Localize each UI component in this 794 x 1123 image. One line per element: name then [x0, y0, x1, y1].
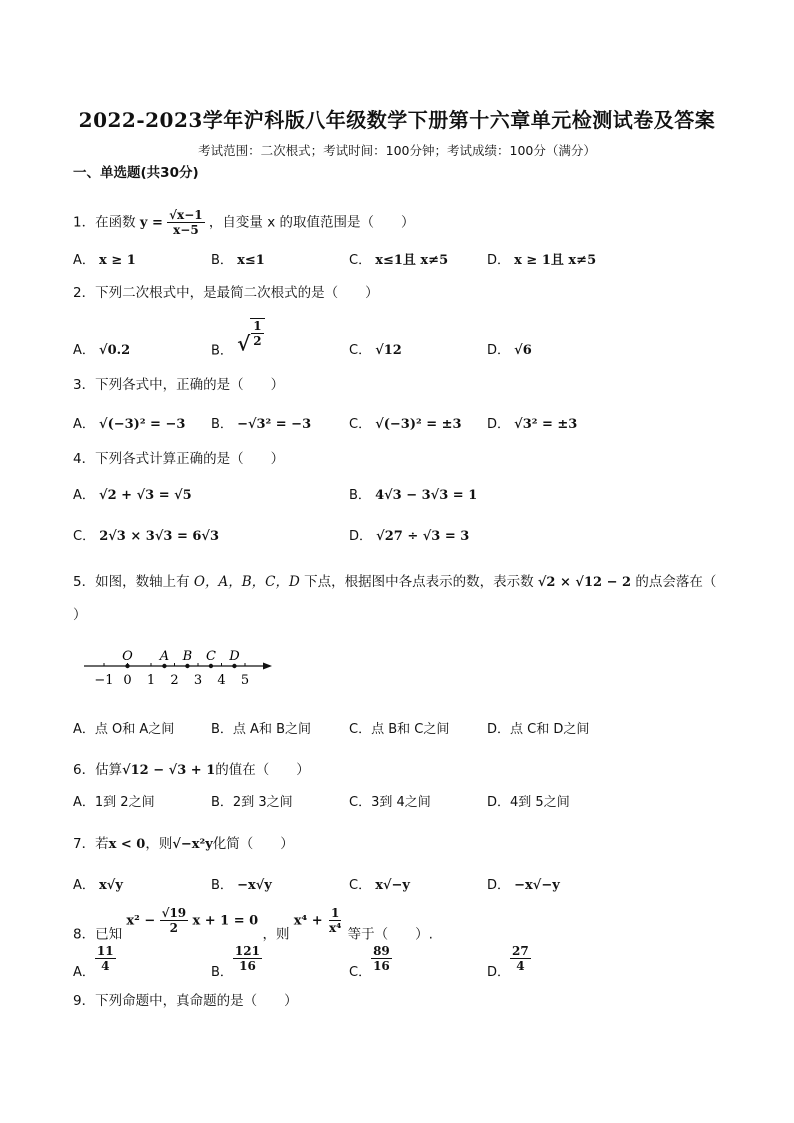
- number-line-figure: [80, 648, 280, 690]
- option-text: √(−3)² = ±3: [375, 417, 462, 432]
- option-text: 3到 4之间: [371, 795, 431, 810]
- q5-close-paren: ）: [73, 607, 87, 623]
- q8-equation-fraction: [160, 906, 189, 935]
- q7-stem-post: 化简（ ）: [212, 836, 294, 852]
- option-text: √12: [375, 343, 402, 358]
- fraction-num: 1: [253, 319, 262, 333]
- question-4: 4．下列各式计算正确的是（ ）: [73, 451, 285, 467]
- option-label: D．: [487, 722, 511, 737]
- fraction-den: 4: [101, 959, 110, 973]
- option-text: √6: [514, 343, 532, 358]
- option-text: −x√y: [237, 878, 272, 893]
- option-text: √3² = ±3: [514, 417, 578, 432]
- q5-stem-pre: 5．如图，数轴上有: [73, 574, 190, 590]
- option-label: D．: [487, 795, 511, 810]
- q5-stem-post: 的点会落在（: [635, 574, 717, 590]
- option-text: 点 O和 A之间: [94, 722, 175, 737]
- q1-formula-y: y =: [139, 215, 163, 231]
- q2-option-d: [487, 339, 532, 358]
- q1-formula-den: x−5: [173, 223, 199, 237]
- q8-expression-fraction: [327, 906, 343, 935]
- option-label: B．: [211, 795, 233, 810]
- option-label: D．: [487, 965, 511, 980]
- option-text: 2到 3之间: [232, 795, 293, 810]
- q8-stem-mid: ，则: [262, 926, 290, 943]
- page-title: 2022-2023学年沪科版八年级数学下册第十六章单元检测试卷及答案: [78, 108, 716, 132]
- q5-points: O，A，B，C，D: [193, 574, 300, 590]
- q7-stem-pre: 7．若: [73, 836, 109, 852]
- q1-stem-post: ，自变量 x 的取值范围是（ ）: [208, 214, 415, 231]
- option-fraction: [371, 944, 392, 973]
- number-line-tick-label: 5: [240, 673, 250, 688]
- fraction-num: √19: [161, 906, 187, 920]
- q2-option-b-fraction: [250, 318, 264, 348]
- q1-stem-pre: 1．在函数: [73, 214, 136, 231]
- option-text: x ≥ 1且 x≠5: [514, 253, 597, 268]
- q7-option-b: [211, 874, 272, 893]
- q5-option-c: [349, 718, 449, 737]
- option-label: B．: [211, 343, 233, 359]
- option-label: B．: [349, 488, 371, 503]
- q6-option-b: [211, 791, 293, 810]
- fraction-den: x⁴: [328, 921, 342, 935]
- option-label: A．: [73, 965, 95, 980]
- fraction-num: 1: [330, 906, 340, 920]
- exam-info: 考试范围：二次根式；考试时间：100分钟；考试成绩：100分（满分）: [198, 143, 596, 158]
- number-line-tick-label: 2: [170, 673, 179, 688]
- option-label: A．: [73, 722, 95, 737]
- option-label: D．: [349, 529, 373, 544]
- fraction-num: 27: [512, 944, 529, 958]
- fraction-den: 16: [373, 959, 390, 973]
- q8-equation-b: x + 1 = 0: [192, 913, 259, 929]
- option-text: 点 B和 C之间: [371, 722, 450, 737]
- option-text: x√−y: [375, 878, 410, 893]
- q8-equation-a: x² −: [126, 913, 156, 929]
- option-text: 1到 2之间: [94, 795, 155, 810]
- option-text: x≤1且 x≠5: [375, 253, 449, 268]
- q5-option-a: [73, 718, 174, 737]
- q6-stem-pre: 6．估算: [73, 762, 123, 778]
- q7-expression: √−x²y: [172, 837, 213, 852]
- option-label: D．: [487, 343, 511, 358]
- number-line-point-label: A: [159, 649, 170, 664]
- option-text: 2√3 × 3√3 = 6√3: [99, 529, 220, 544]
- q8-stem-pre: 8．已知: [73, 926, 123, 943]
- q1-option-b: [211, 249, 265, 268]
- option-label: A．: [73, 253, 95, 268]
- option-label: D．: [487, 417, 511, 432]
- q1-option-d: [487, 249, 596, 268]
- q8-expression-a: x⁴ +: [293, 913, 323, 929]
- option-label: B．: [211, 722, 233, 737]
- option-label: B．: [211, 878, 233, 893]
- q8-option-b: [211, 944, 262, 980]
- q6-option-a: [73, 791, 155, 810]
- fraction-den: 2: [253, 334, 262, 348]
- q6-option-d: [487, 791, 570, 810]
- q7-option-a: [73, 874, 123, 893]
- q2-option-a: [73, 339, 130, 358]
- q4-option-a: [73, 484, 192, 503]
- section-heading: 一、单选题(共30分): [73, 165, 199, 181]
- q4-option-d: [349, 525, 469, 544]
- option-label: D．: [487, 253, 511, 268]
- q4-option-b: [349, 484, 477, 503]
- option-label: A．: [73, 417, 95, 432]
- q1-formula-fraction: [167, 208, 204, 237]
- number-line-point: [162, 664, 166, 668]
- q2-option-b: [211, 318, 265, 359]
- option-text: 点 A和 B之间: [232, 722, 311, 737]
- number-line-point: [125, 664, 129, 668]
- option-label: A．: [73, 488, 95, 503]
- option-text: √(−3)² = −3: [99, 417, 186, 432]
- number-line-point-label: C: [205, 649, 216, 664]
- option-label: C．: [73, 529, 96, 544]
- option-label: C．: [349, 253, 372, 268]
- q8-option-d: [487, 944, 531, 980]
- number-line-tick-label: −1: [94, 673, 114, 688]
- q1-formula-num: √x−1: [169, 208, 203, 222]
- question-2: 2．下列二次根式中，是最简二次根式的是（ ）: [73, 285, 379, 301]
- number-line-point: [232, 664, 236, 668]
- question-8: [73, 906, 433, 943]
- sqrt-symbol: √: [237, 331, 251, 356]
- option-label: B．: [211, 253, 233, 268]
- q7-option-c: [349, 874, 410, 893]
- option-text: √27 ÷ √3 = 3: [376, 529, 470, 544]
- option-label: C．: [349, 965, 372, 980]
- number-line-point-label: O: [122, 649, 133, 664]
- option-label: A．: [73, 343, 95, 358]
- option-label: A．: [73, 795, 95, 810]
- q7-condition: x < 0: [108, 837, 146, 852]
- q5-expression: √2 × √12 − 2: [537, 575, 632, 590]
- option-fraction: [510, 944, 531, 973]
- q6-stem-post: 的值在（ ）: [215, 762, 310, 778]
- option-text: 4√3 − 3√3 = 1: [375, 488, 478, 503]
- question-9: 9．下列命题中，真命题的是（ ）: [73, 993, 298, 1009]
- q7-option-d: [487, 874, 560, 893]
- option-label: B．: [211, 417, 233, 432]
- option-label: C．: [349, 417, 372, 432]
- option-text: √0.2: [99, 343, 131, 358]
- fraction-den: 4: [516, 959, 525, 973]
- option-text: 4到 5之间: [510, 795, 570, 810]
- q1-option-c: [349, 249, 448, 268]
- option-text: x≤1: [237, 253, 265, 268]
- option-label: C．: [349, 722, 372, 737]
- fraction-num: 89: [373, 944, 390, 958]
- q3-option-a: [73, 413, 185, 432]
- number-line-tick-label: 3: [193, 673, 203, 688]
- q6-option-c: [349, 791, 431, 810]
- fraction-den: 16: [239, 959, 256, 973]
- q3-option-d: [487, 413, 577, 432]
- number-line-point: [185, 664, 189, 668]
- q6-expression: √12 − √3 + 1: [122, 763, 216, 778]
- question-3: 3．下列各式中，正确的是（ ）: [73, 377, 285, 393]
- number-line-tick-label: 0: [123, 673, 132, 688]
- option-label: C．: [349, 795, 372, 810]
- option-text: x ≥ 1: [99, 253, 136, 268]
- q4-option-c: [73, 525, 219, 544]
- q3-option-b: [211, 413, 311, 432]
- q5-stem-mid: 下点，根据图中各点表示的数，表示数: [304, 574, 534, 590]
- number-line-tick-label: 4: [217, 673, 226, 688]
- q7-stem-mid: ，则: [145, 836, 173, 852]
- number-line-points: [122, 649, 240, 668]
- q8-stem-post: 等于（ ）.: [347, 926, 433, 943]
- option-label: C．: [349, 343, 372, 358]
- q5-option-b: [211, 718, 311, 737]
- option-text: √2 + √3 = √5: [99, 488, 192, 503]
- number-line-arrow: [263, 663, 272, 670]
- q1-option-a: [73, 249, 136, 268]
- number-line-point: [209, 664, 213, 668]
- fraction-den: 2: [169, 921, 179, 935]
- option-fraction: [233, 944, 262, 973]
- q8-option-a: [73, 944, 116, 980]
- q8-option-c: [349, 944, 392, 980]
- number-line-tick-label: 1: [146, 673, 156, 688]
- fraction-num: 121: [234, 944, 260, 958]
- option-label: D．: [487, 878, 511, 893]
- option-text: x√y: [99, 878, 123, 893]
- number-line-ticks: [94, 663, 249, 688]
- q2-option-c: [349, 339, 402, 358]
- fraction-num: 11: [96, 944, 114, 958]
- question-1: [73, 208, 415, 237]
- option-fraction: [95, 944, 116, 973]
- option-label: A．: [73, 878, 95, 893]
- option-label: C．: [349, 878, 372, 893]
- question-6: [73, 758, 310, 778]
- q5-option-d: [487, 718, 589, 737]
- option-text: −√3² = −3: [237, 417, 312, 432]
- question-7: [73, 832, 294, 852]
- option-label: B．: [211, 965, 233, 980]
- option-text: 点 C和 D之间: [510, 722, 590, 737]
- q3-option-c: [349, 413, 462, 432]
- number-line-point-label: D: [229, 649, 240, 664]
- option-text: −x√−y: [514, 878, 560, 893]
- question-5: [73, 570, 716, 590]
- number-line-point-label: B: [182, 649, 193, 664]
